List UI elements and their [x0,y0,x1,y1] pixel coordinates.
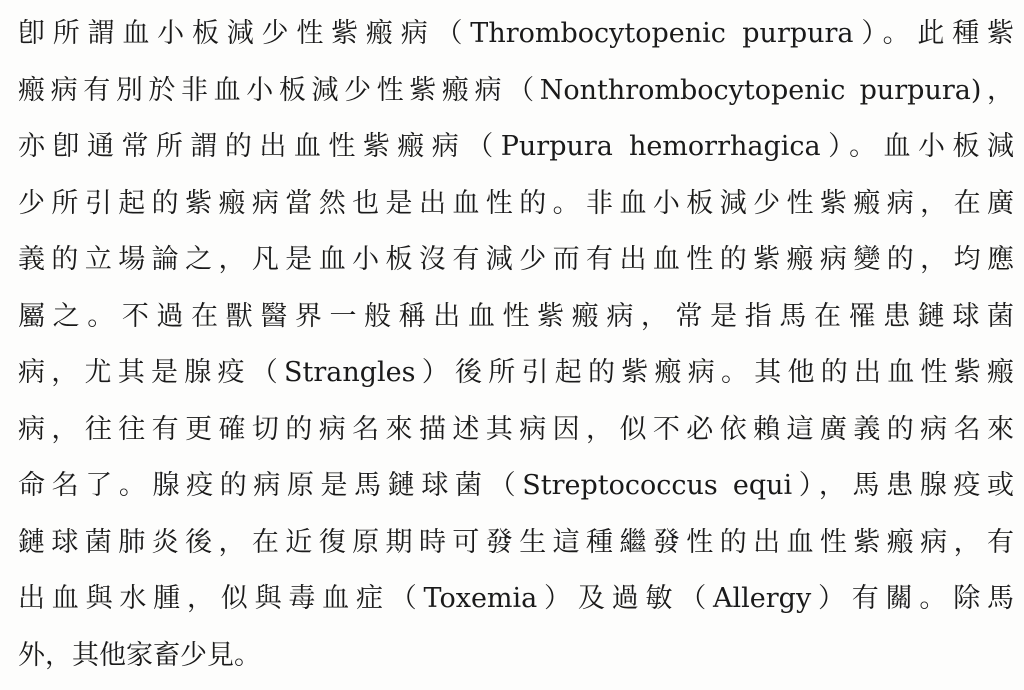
paragraph [18,6,1014,684]
text-line-11: 出血與水腫，似與毒血症（Toxemia）及過敏（Allergy）有關。除馬 [18,583,1014,614]
text-line-9: 命名了。腺疫的病原是馬鏈球菌（Streptococcus equi），馬患腺疫或 [18,470,1014,501]
text-line-10: 鏈球菌肺炎後，在近復原期時可發生這種繼發性的出血性紫瘢病，有 [18,526,1014,558]
text-line-3: 亦卽通常所謂的出血性紫瘢病（Purpura hemorrhagica）。血小板減 [18,131,1014,162]
text-line-12: 外，其他家畜少見。 [18,639,261,671]
text-line-6: 屬之。不過在獸醫界一般稱出血性紫瘢病，常是指馬在罹患鏈球菌 [18,300,1014,332]
text-line-7: 病，尤其是腺疫（Strangles）後所引起的紫瘢病。其他的出血性紫瘢 [18,357,1014,388]
text-line-5: 義的立場論之，凡是血小板沒有減少而有出血性的紫瘢病變的，均應 [18,244,1014,275]
text-line-1: 卽所謂血小板減少性紫瘢病（Thrombocytopenic purpura）。此種紫 [18,18,1014,49]
text-line-2: 瘢病有別於非血小板減少性紫瘢病（Nonthrombocytopenic purpura)， [18,74,1014,106]
text-line-8: 病，往往有更確切的病名來描述其病因，似不必依賴這廣義的病名來 [18,413,1014,445]
text-line-4: 少所引起的紫瘢病當然也是出血性的。非血小板減少性紫瘢病，在廣 [18,187,1014,219]
